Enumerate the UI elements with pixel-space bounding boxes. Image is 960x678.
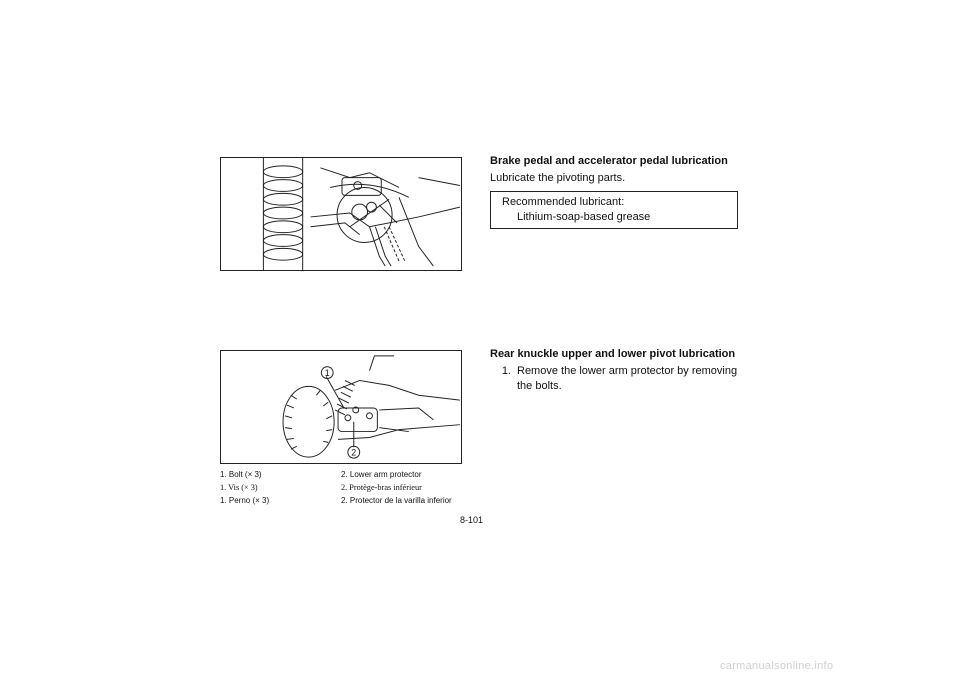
page-number: 8-101 xyxy=(460,515,484,525)
rear-knuckle-drawing xyxy=(221,351,461,463)
watermark: carmanualsonline.info xyxy=(720,660,834,672)
brake-pedal-drawing xyxy=(221,158,461,270)
callout-1: 1 xyxy=(324,368,330,379)
rear-knuckle-illustration xyxy=(220,350,462,464)
caption-fr-2: 2. Protège-bras inférieur xyxy=(341,483,422,492)
step-number: 1. xyxy=(501,365,511,377)
spec-value: Lithium-soap-based grease xyxy=(517,211,651,223)
brake-pedal-section xyxy=(490,154,740,229)
figure-captions xyxy=(220,468,470,507)
section-title: Brake pedal and accelerator pedal lubrication xyxy=(490,155,728,167)
brake-pedal-illustration xyxy=(220,157,462,271)
caption-es-1: 1. Perno (× 3) xyxy=(220,496,270,505)
caption-row-es xyxy=(220,494,470,507)
caption-en-2: 2. Lower arm protector xyxy=(341,470,422,479)
step-item xyxy=(490,364,740,394)
caption-en-1: 1. Bolt (× 3) xyxy=(220,470,262,479)
caption-row-fr xyxy=(220,481,470,494)
rear-knuckle-section xyxy=(490,347,740,394)
caption-es-2: 2. Protector de la varilla inferior xyxy=(341,496,452,505)
spec-label: Recommended lubricant: xyxy=(502,196,625,208)
callout-2: 2 xyxy=(351,447,357,458)
step-text: Remove the lower arm protector by removing the bolts. xyxy=(517,365,738,392)
caption-row-en xyxy=(220,468,470,481)
section-title: Rear knuckle upper and lower pivot lubrication xyxy=(490,348,736,360)
caption-fr-1: 1. Vis (× 3) xyxy=(220,483,258,492)
section-body: Lubricate the pivoting parts. xyxy=(490,172,626,184)
recommended-lubricant-box xyxy=(490,191,738,229)
